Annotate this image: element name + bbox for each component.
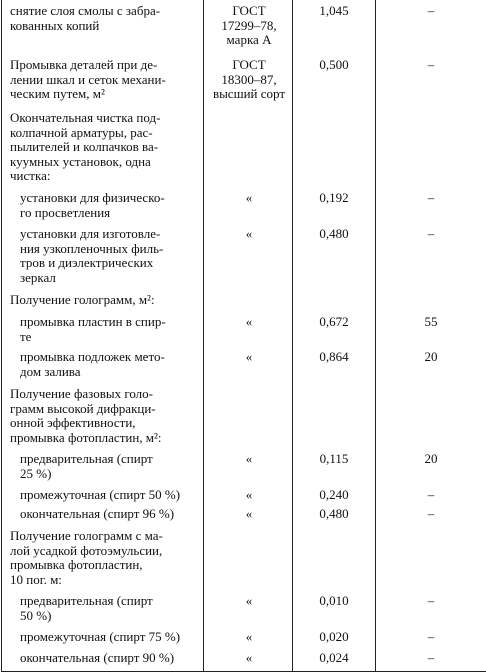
consumption-value: 0,480 [319,506,349,521]
note-value: – [427,57,435,72]
row-label: промывка подложек мето- дом залива [20,349,165,379]
note-value: – [427,3,435,18]
consumption-value: 0,240 [319,487,349,502]
note-value: – [427,629,435,644]
standard-reference: ГОСТ 17299–78, марка А [221,3,277,47]
row-label: снятие слоя смолы с забра- кованных копий [10,3,161,33]
standard-reference: « [245,650,253,665]
note-value: – [427,650,435,665]
column-divider [292,0,293,671]
note-value: – [427,506,435,521]
note-value: – [427,593,435,608]
consumption-value: 0,672 [319,314,349,329]
standard-reference: « [245,190,253,205]
standard-reference: « [245,487,253,502]
column-divider [375,0,376,671]
consumption-value: 0,010 [319,593,349,608]
row-label: промывка пластин в спир- те [20,314,166,344]
row-label: промежуточная (спирт 75 %) [20,629,181,644]
row-label: предварительная (спирт 50 %) [20,593,153,623]
standard-reference: « [245,314,253,329]
standard-reference: « [245,349,253,364]
consumption-value: 0,864 [319,349,349,364]
row-label: промежуточная (спирт 50 %) [20,487,181,502]
row-label: Окончательная чистка под- колпачной арматуры, рас- пылителей и колпачков ва- куумных установок, одна чистка: [10,110,161,183]
row-label: установки для физическо- го просветления [20,190,165,220]
row-label: Получение голограмм, м²: [10,292,155,307]
consumption-value: 1,045 [319,3,349,18]
note-value: – [427,190,435,205]
norms-table [1,0,486,672]
consumption-value: 0,115 [319,451,349,466]
row-label: Получение голограмм с ма- лой усадкой фотоэмульсии, промывка фотопластин, 10 пог. м: [10,528,163,587]
row-label: Получение фазовых голо- грамм высокой дифракци- онной эффективности, промывка фотопластин, м²: [10,386,162,445]
note-value: 20 [424,451,438,466]
note-value: – [427,226,435,241]
row-label: предварительная (спирт 25 %) [20,451,153,481]
consumption-value: 0,020 [319,629,349,644]
consumption-value: 0,192 [319,190,349,205]
note-value: 20 [424,349,438,364]
row-label: окончательная (спирт 96 %) [20,506,175,521]
standard-reference: ГОСТ 18300–87, высший сорт [212,57,286,101]
standard-reference: « [245,629,253,644]
standard-reference: « [245,451,253,466]
standard-reference: « [245,506,253,521]
row-label: Промывка деталей при де- лении шкал и сеток механи- ческим путем, м² [10,57,166,101]
row-label: окончательная (спирт 90 %) [20,650,175,665]
standard-reference: « [245,226,253,241]
consumption-value: 0,024 [319,650,349,665]
note-value: 55 [424,314,438,329]
consumption-value: 0,500 [319,57,349,72]
note-value: – [427,487,435,502]
row-label: установки для изготовле- ния узкопленочных филь- тров и диэлектрических зеркал [20,226,164,285]
consumption-value: 0,480 [319,226,349,241]
standard-reference: « [245,593,253,608]
